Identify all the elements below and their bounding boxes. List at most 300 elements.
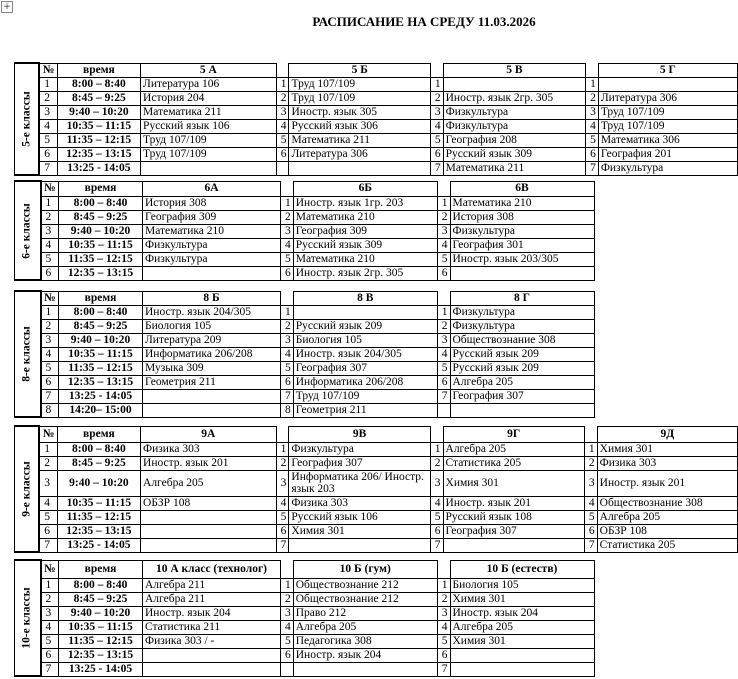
subject-cell: Физкультура [450, 224, 594, 238]
lesson-number: 3 [41, 606, 59, 620]
lesson-time: 12:35 – 13:15 [57, 147, 140, 161]
subject-cell: Иностр. язык 2гр. 305 [443, 91, 585, 105]
subject-cell: Статистика 211 [143, 620, 281, 634]
subject-cell: География 307 [289, 456, 430, 470]
header-gap [437, 291, 450, 305]
subject-cell: История 308 [450, 210, 594, 224]
subject-cell: Биология 105 [293, 333, 437, 347]
lesson-index: 6 [281, 648, 294, 662]
subject-cell: Труд 107/109 [141, 147, 277, 161]
subject-cell: ОБЗР 108 [597, 524, 737, 538]
schedule-block [14, 425, 738, 553]
lesson-index: 7 [437, 662, 450, 676]
schedule-block [14, 180, 595, 281]
lesson-index: 3 [276, 470, 289, 496]
subject-cell: Алгебра 205 [450, 620, 594, 634]
lesson-number: 3 [39, 105, 57, 119]
class-header: 6А [143, 181, 281, 196]
class-header: 9А [141, 426, 277, 442]
lesson-index: 6 [276, 147, 289, 161]
block-label [15, 63, 40, 175]
lesson-time: 12:35 – 13:15 [59, 648, 143, 662]
class-header: 10 А класс (технолог) [143, 560, 281, 578]
subject-cell: Русский язык 108 [443, 510, 584, 524]
subject-cell [143, 403, 281, 417]
lesson-index: 7 [430, 538, 443, 552]
lesson-number: 1 [41, 578, 59, 592]
subject-cell: Иностр. язык 204/305 [143, 305, 281, 319]
table-row [15, 238, 595, 252]
header-gap [281, 291, 294, 305]
lesson-time: 10:35 – 11:15 [59, 620, 143, 634]
lesson-index: 1 [281, 305, 294, 319]
lesson-index: 3 [430, 105, 443, 119]
table-row [15, 305, 595, 319]
lesson-number: 2 [41, 210, 59, 224]
block-label [15, 560, 41, 676]
lesson-number: 5 [39, 510, 57, 524]
lesson-index: 8 [281, 403, 294, 417]
lesson-index: 4 [276, 496, 289, 510]
subject-cell: Статистика 205 [597, 538, 737, 552]
table-row [15, 105, 738, 119]
header-gap [276, 426, 289, 442]
lesson-time: 12:35 – 13:15 [57, 524, 140, 538]
table-row [15, 592, 595, 606]
subject-cell: Иностр. язык 1гр. 203 [293, 196, 437, 210]
subject-cell: Информатика 206/208 [293, 375, 437, 389]
lesson-index: 6 [430, 147, 443, 161]
subject-cell: Русский язык 209 [293, 319, 437, 333]
lesson-index: 5 [430, 510, 443, 524]
lesson-index: 1 [281, 578, 294, 592]
lesson-index: 7 [437, 389, 450, 403]
subject-cell: Труд 107/109 [598, 105, 737, 119]
subject-cell: Иностр. язык 2гр. 305 [293, 266, 437, 280]
subject-cell [450, 662, 594, 676]
lesson-index: 1 [430, 442, 443, 456]
table-row [15, 133, 738, 147]
table-row [15, 578, 595, 592]
subject-cell: Геометрия 211 [143, 375, 281, 389]
lesson-index: 3 [276, 105, 289, 119]
lesson-index: 5 [437, 361, 450, 375]
lesson-time: 9:40 – 10:20 [59, 333, 143, 347]
lesson-index: 6 [281, 266, 294, 280]
lesson-time: 8:00 – 8:40 [57, 77, 140, 91]
subject-cell: География 301 [450, 238, 594, 252]
lesson-time: 8:45 – 9:25 [59, 210, 143, 224]
subject-cell [289, 161, 430, 175]
lesson-index: 1 [281, 196, 294, 210]
class-header: 6Б [293, 181, 437, 196]
lesson-index: 5 [437, 252, 450, 266]
table-row [15, 252, 595, 266]
table-row [15, 224, 595, 238]
subject-cell: Труд 107/109 [141, 133, 277, 147]
lesson-index: 6 [586, 147, 599, 161]
lesson-index: 4 [586, 119, 599, 133]
subject-cell: География 201 [598, 147, 737, 161]
subject-cell: Физкультура [443, 119, 585, 133]
header-time: время [57, 426, 140, 442]
lesson-index: 2 [430, 91, 443, 105]
lesson-index: 2 [276, 456, 289, 470]
lesson-index: 6 [276, 524, 289, 538]
subject-cell: Труд 107/109 [598, 119, 737, 133]
class-header: 5 Б [289, 63, 430, 77]
class-header: 10 Б (естеств) [450, 560, 594, 578]
block-label-text: 9-е классы [20, 461, 33, 517]
lesson-number: 4 [39, 496, 57, 510]
lesson-time: 11:35 – 12:15 [59, 361, 143, 375]
lesson-time: 11:35 – 12:15 [57, 510, 140, 524]
lesson-number: 5 [41, 361, 59, 375]
subject-cell: Иностр. язык 201 [141, 456, 277, 470]
subject-cell: Алгебра 205 [450, 375, 594, 389]
lesson-index: 4 [276, 119, 289, 133]
lesson-index: 7 [276, 538, 289, 552]
subject-cell: Иностр. язык 204 [450, 606, 594, 620]
subject-cell: Алгебра 205 [293, 620, 437, 634]
lesson-time: 12:35 – 13:15 [59, 375, 143, 389]
subject-cell: Математика 210 [450, 196, 594, 210]
lesson-time: 10:35 – 11:15 [59, 347, 143, 361]
schedule-block [14, 290, 595, 418]
subject-cell: Иностр. язык 201 [597, 470, 737, 496]
subject-cell: Математика 210 [143, 224, 281, 238]
subject-cell: Химия 301 [450, 634, 594, 648]
class-header: 9В [289, 426, 430, 442]
lesson-number: 4 [41, 347, 59, 361]
subject-cell [293, 305, 437, 319]
lesson-time: 13:25 - 14:05 [59, 389, 143, 403]
lesson-index: 4 [437, 238, 450, 252]
lesson-number: 5 [41, 634, 59, 648]
subject-cell: Математика 211 [289, 133, 430, 147]
lesson-time: 13:25 - 14:05 [57, 538, 140, 552]
lesson-time: 8:45 – 9:25 [59, 592, 143, 606]
subject-cell [450, 266, 594, 280]
lesson-index: 2 [437, 210, 450, 224]
table-row [15, 119, 738, 133]
subject-cell: Обществознание 308 [450, 333, 594, 347]
lesson-time: 9:40 – 10:20 [57, 470, 140, 496]
subject-cell: Иностр. язык 203/305 [450, 252, 594, 266]
lesson-index: 7 [430, 161, 443, 175]
subject-cell: Алгебра 211 [143, 578, 281, 592]
class-header: 5 В [443, 63, 585, 77]
lesson-number: 5 [41, 252, 59, 266]
lesson-number: 2 [41, 592, 59, 606]
header-gap [437, 181, 450, 196]
lesson-index: 4 [430, 119, 443, 133]
lesson-time: 8:00 – 8:40 [59, 305, 143, 319]
subject-cell: Физика 303 [289, 496, 430, 510]
subject-cell: Обществознание 308 [597, 496, 737, 510]
lesson-time: 9:40 – 10:20 [57, 105, 140, 119]
header-gap [430, 63, 443, 77]
subject-cell [141, 161, 277, 175]
table-row [15, 361, 595, 375]
lesson-time: 10:35 – 11:15 [57, 119, 140, 133]
table-row [15, 319, 595, 333]
subject-cell: Музыка 309 [143, 361, 281, 375]
class-header: 5 А [141, 63, 277, 77]
subject-cell: Математика 211 [141, 105, 277, 119]
class-header: 8 В [293, 291, 437, 305]
subject-cell: Математика 210 [293, 252, 437, 266]
subject-cell: Русский язык 309 [443, 147, 585, 161]
page-title: РАСПИСАНИЕ НА СРЕДУ 11.03.2026 [312, 14, 536, 29]
subject-cell: Труд 107/109 [289, 91, 430, 105]
subject-cell: Обществознание 212 [293, 592, 437, 606]
table-row [15, 538, 738, 552]
subject-cell: География 208 [443, 133, 585, 147]
header-gap [430, 426, 443, 442]
header-gap [281, 560, 294, 578]
subject-cell: Физкультура [598, 161, 737, 175]
table-row [15, 161, 738, 175]
subject-cell [141, 510, 277, 524]
subject-cell: Физкультура [143, 238, 281, 252]
subject-cell: ОБЗР 108 [141, 496, 277, 510]
subject-cell: Труд 107/109 [289, 77, 430, 91]
lesson-index: 2 [281, 592, 294, 606]
block-label [15, 181, 41, 280]
lesson-number: 6 [41, 375, 59, 389]
subject-cell: Химия 301 [597, 442, 737, 456]
subject-cell [143, 389, 281, 403]
lesson-index: 5 [281, 252, 294, 266]
class-header: 9Д [597, 426, 737, 442]
lesson-index: 2 [430, 456, 443, 470]
lesson-index: 4 [437, 620, 450, 634]
subject-cell: Математика 210 [293, 210, 437, 224]
lesson-number: 1 [41, 305, 59, 319]
subject-cell: Алгебра 205 [443, 442, 584, 456]
lesson-index: 4 [281, 238, 294, 252]
subject-cell: Физкультура [143, 252, 281, 266]
lesson-number: 2 [39, 456, 57, 470]
subject-cell: Биология 105 [143, 319, 281, 333]
lesson-number: 6 [39, 524, 57, 538]
subject-cell: Труд 107/109 [293, 389, 437, 403]
lesson-index: 5 [437, 634, 450, 648]
subject-cell: Алгебра 205 [141, 470, 277, 496]
table-row [15, 147, 738, 161]
lesson-number: 7 [41, 662, 59, 676]
block-label-text: 6-е классы [20, 202, 33, 259]
header-gap [276, 63, 289, 77]
lesson-index: 3 [437, 606, 450, 620]
table-row [15, 510, 738, 524]
table-row [15, 634, 595, 648]
lesson-index: 5 [281, 634, 294, 648]
lesson-index: 2 [584, 456, 597, 470]
lesson-time: 13:25 - 14:05 [57, 161, 140, 175]
lesson-number: 1 [39, 77, 57, 91]
lesson-index: 6 [437, 648, 450, 662]
subject-cell [450, 403, 594, 417]
lesson-index: 5 [586, 133, 599, 147]
subject-cell: Русский язык 106 [289, 510, 430, 524]
lesson-index: 3 [281, 333, 294, 347]
header-gap [281, 181, 294, 196]
subject-cell: Иностр. язык 204 [293, 648, 437, 662]
subject-cell: История 308 [143, 196, 281, 210]
subject-cell: География 307 [443, 524, 584, 538]
class-header: 9Г [443, 426, 584, 442]
table-row [15, 524, 738, 538]
table-row [15, 333, 595, 347]
header-time: время [59, 291, 143, 305]
subject-cell: Русский язык 309 [293, 238, 437, 252]
subject-cell: Русский язык 209 [450, 361, 594, 375]
lesson-time: 13:25 - 14:05 [59, 662, 143, 676]
lesson-index: 6 [437, 266, 450, 280]
lesson-index: 4 [437, 347, 450, 361]
lesson-number: 1 [39, 442, 57, 456]
header-gap [584, 426, 597, 442]
subject-cell: География 309 [293, 224, 437, 238]
lesson-index: 6 [430, 524, 443, 538]
lesson-number: 1 [41, 196, 59, 210]
move-handle-icon[interactable]: + [1, 1, 13, 13]
lesson-index: 6 [437, 375, 450, 389]
subject-cell: Литература 106 [141, 77, 277, 91]
header-num: № [41, 291, 59, 305]
lesson-time: 10:35 – 11:15 [59, 238, 143, 252]
subject-cell: История 204 [141, 91, 277, 105]
subject-cell: Статистика 205 [443, 456, 584, 470]
lesson-index [276, 161, 289, 175]
table-row [15, 470, 738, 496]
table-row [15, 496, 738, 510]
class-header: 6В [450, 181, 594, 196]
subject-cell: Иностр. язык 204/305 [293, 347, 437, 361]
lesson-number: 3 [41, 333, 59, 347]
lesson-time: 8:00 – 8:40 [59, 196, 143, 210]
table-row [15, 403, 595, 417]
subject-cell [289, 538, 430, 552]
subject-cell: География 309 [143, 210, 281, 224]
lesson-index: 2 [586, 91, 599, 105]
lesson-number: 6 [39, 147, 57, 161]
table-row [15, 648, 595, 662]
lesson-index: 6 [584, 524, 597, 538]
subject-cell [141, 538, 277, 552]
lesson-number: 8 [41, 403, 59, 417]
header-gap [437, 560, 450, 578]
table-row [15, 266, 595, 280]
lesson-index [437, 403, 450, 417]
lesson-index: 1 [437, 196, 450, 210]
table-row [15, 210, 595, 224]
subject-cell: Иностр. язык 201 [443, 496, 584, 510]
block-label [15, 291, 41, 417]
lesson-index: 7 [586, 161, 599, 175]
lesson-number: 7 [39, 538, 57, 552]
class-header: 8 Б [143, 291, 281, 305]
header-num: № [41, 560, 59, 578]
subject-cell: Иностр. язык 305 [289, 105, 430, 119]
header-num: № [39, 426, 57, 442]
subject-cell: Физика 303 [141, 442, 277, 456]
lesson-index: 1 [276, 77, 289, 91]
subject-cell: Педагогика 308 [293, 634, 437, 648]
subject-cell: География 307 [450, 389, 594, 403]
lesson-number: 2 [41, 319, 59, 333]
table-row [15, 77, 738, 91]
subject-cell: Физика 303 / - [143, 634, 281, 648]
subject-cell: Физкультура [450, 319, 594, 333]
lesson-time: 8:45 – 9:25 [57, 456, 140, 470]
lesson-index: 3 [584, 470, 597, 496]
subject-cell: Физкультура [289, 442, 430, 456]
lesson-index: 2 [276, 91, 289, 105]
lesson-number: 2 [39, 91, 57, 105]
block-label-text: 5-е классы [20, 91, 33, 147]
lesson-index: 3 [281, 606, 294, 620]
lesson-time: 11:35 – 12:15 [59, 252, 143, 266]
lesson-time: 12:35 – 13:15 [59, 266, 143, 280]
lesson-time: 8:45 – 9:25 [57, 91, 140, 105]
lesson-index: 5 [276, 510, 289, 524]
lesson-index: 5 [584, 510, 597, 524]
lesson-index: 3 [437, 333, 450, 347]
lesson-number: 4 [41, 238, 59, 252]
subject-cell [443, 77, 585, 91]
lesson-number: 7 [41, 389, 59, 403]
lesson-time: 11:35 – 12:15 [57, 133, 140, 147]
lesson-index: 7 [281, 389, 294, 403]
lesson-index: 2 [281, 319, 294, 333]
subject-cell: География 307 [293, 361, 437, 375]
subject-cell [443, 538, 584, 552]
lesson-index: 1 [437, 305, 450, 319]
lesson-index: 2 [437, 592, 450, 606]
table-row [15, 620, 595, 634]
subject-cell [141, 524, 277, 538]
lesson-index: 5 [276, 133, 289, 147]
subject-cell: Литература 306 [598, 91, 737, 105]
subject-cell: Физика 303 [597, 456, 737, 470]
header-num: № [41, 181, 59, 196]
subject-cell [143, 266, 281, 280]
lesson-index: 1 [437, 578, 450, 592]
lesson-time: 9:40 – 10:20 [59, 606, 143, 620]
schedule-block [14, 62, 738, 176]
subject-cell [143, 648, 281, 662]
lesson-number: 4 [41, 620, 59, 634]
subject-cell: Биология 105 [450, 578, 594, 592]
table-row [15, 375, 595, 389]
subject-cell: Русский язык 306 [289, 119, 430, 133]
header-time: время [59, 181, 143, 196]
table-row [15, 606, 595, 620]
block-label-text: 8-е классы [20, 326, 33, 382]
lesson-index: 2 [437, 319, 450, 333]
class-header: 5 Г [598, 63, 737, 77]
subject-cell: Русский язык 209 [450, 347, 594, 361]
lesson-time: 8:00 – 8:40 [59, 578, 143, 592]
lesson-index [281, 662, 294, 676]
table-row [15, 662, 595, 676]
subject-cell: Математика 306 [598, 133, 737, 147]
table-row [15, 347, 595, 361]
lesson-index: 4 [430, 496, 443, 510]
